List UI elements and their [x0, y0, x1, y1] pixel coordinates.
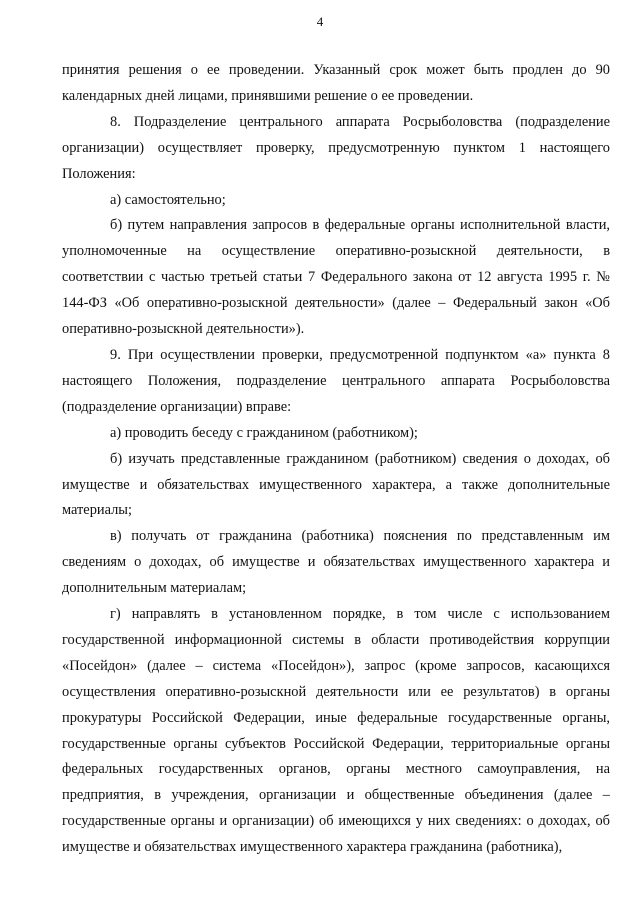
paragraph-item-8: 8. Подразделение центрального аппарата Росрыболовства (подразделение организации) осуществляет проверку, предусмотренную пунктом 1 настоящего Положения: [62, 113, 610, 182]
subitem-9b: б) изучать представленные гражданином (работником) сведения о доходах, об имуществе и обязательствах имущественного характера, а также дополнительные материалы; [62, 450, 610, 519]
subitem-9a: а) проводить беседу с гражданином (работником); [110, 424, 418, 441]
paragraph-item-9: 9. При осуществлении проверки, предусмотренной подпунктом «а» пункта 8 настоящего Положения, подразделение центрального аппарата Росрыболовства (подразделение организации) вправе: [62, 346, 610, 415]
paragraph-continuation: принятия решения о ее проведении. Указанный срок может быть продлен до 90 календарных дней лицами, принявшими решение о ее проведении. [62, 62, 610, 104]
page-number: 4 [316, 14, 324, 29]
document-body [62, 58, 610, 861]
subitem-8b: б) путем направления запросов в федеральные органы исполнительной власти, уполномоченные на осуществление оперативно-розыскной деятельности, в соответствии с частью третьей статьи 7 Федерального закона от 12 августа 1995 г. № 144-ФЗ «Об оперативно-розыскной деятельности» (далее – Федеральный закон «Об оперативно-розыскной деятельности»). [62, 217, 610, 338]
subitem-9d: г) направлять в установленном порядке, в том числе с использованием государственной информационной системы в области противодействия коррупции «Посейдон» (далее – система «Посейдон»), запрос (кроме запросов, касающихся осуществления оперативно-розыскной деятельности или ее результатов) в органы прокуратуры Российской Федерации, иные федеральные государственные органы, государственные органы субъектов Российской Федерации, территориальные органы федеральных государственных органов, органы местного самоуправления, на предприятия, в учреждения, организации и общественные объединения (далее – государственные органы и организации) об имеющихся у них сведениях: о доходах, об имуществе и обязательствах имущественного характера гражданина (работника), [62, 606, 610, 856]
subitem-8a: а) самостоятельно; [110, 191, 226, 208]
subitem-9c: в) получать от гражданина (работника) пояснения по представленным им сведениям о доходах, об имуществе и обязательствах имущественного характера и дополнительным материалам; [62, 528, 610, 597]
